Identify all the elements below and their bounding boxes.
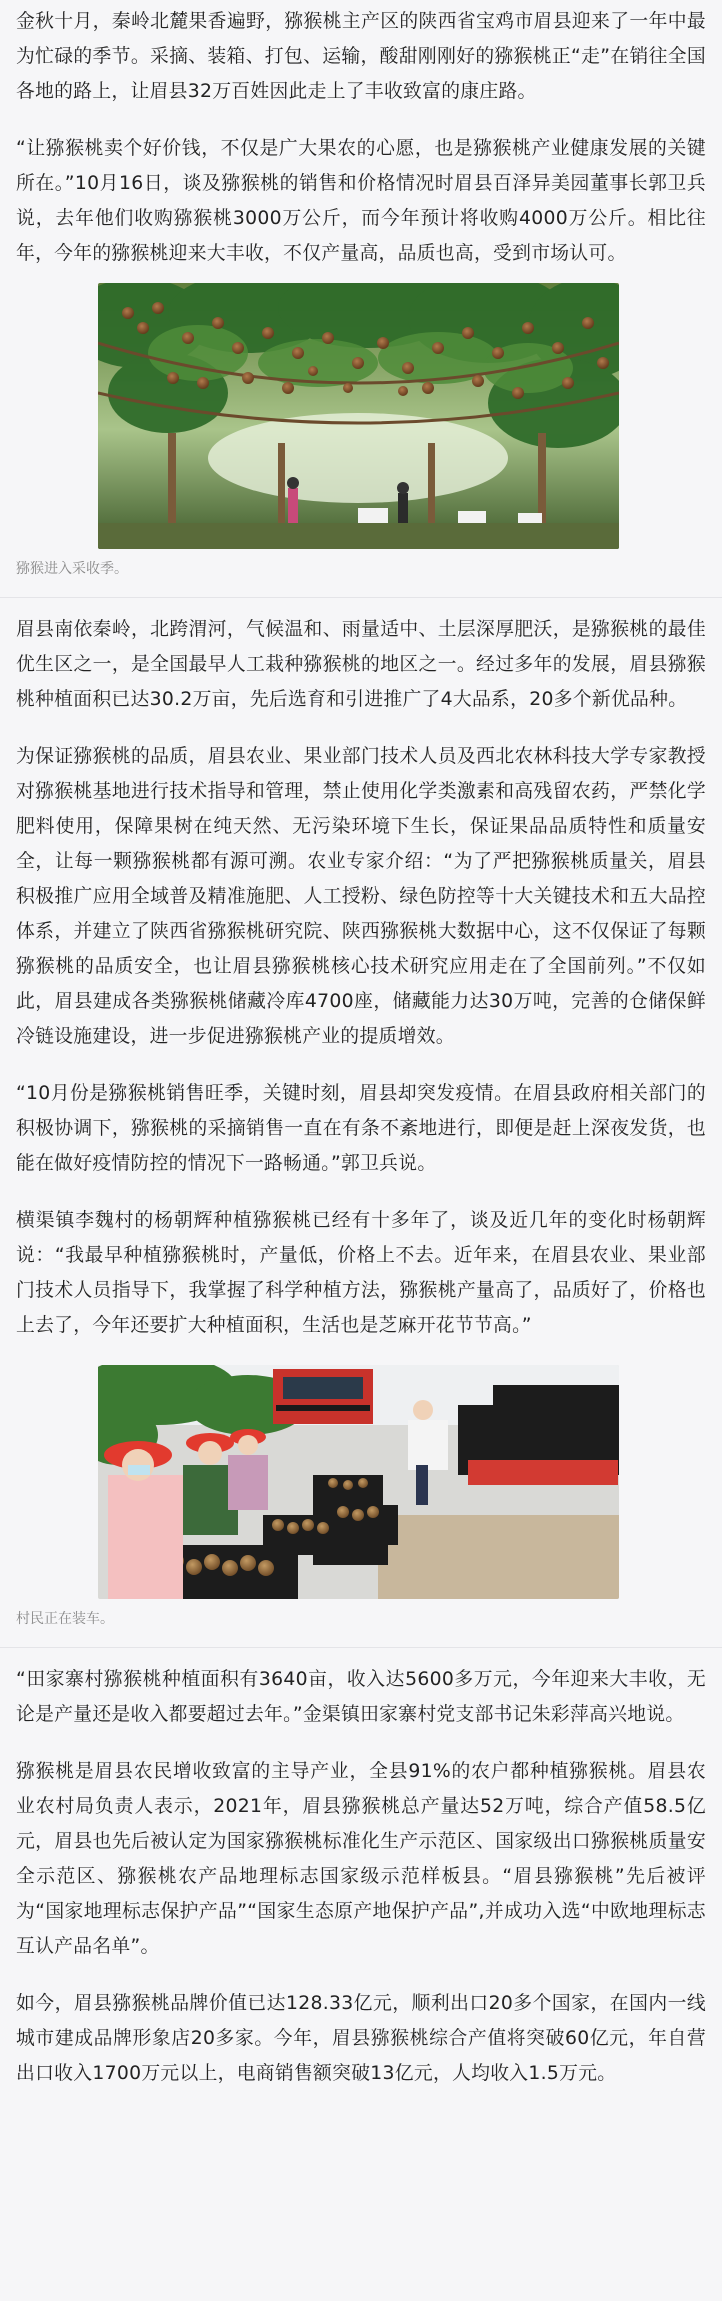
paragraph-brand-value: 如今，眉县猕猴桃品牌价值已达128.33亿元，顺利出口20多个国家，在国内一线城市建成品牌形象店20多家。今年，眉县猕猴桃综合产值将突破60亿元，年自营出口收入1700万元以上，电商销售额突破13亿元，人均收入1.5万元。: [16, 1993, 706, 2084]
loading-photo: [98, 1365, 619, 1599]
paragraph-farmer-quote: 横渠镇李魏村的杨朝辉种植猕猴桃已经有十多年了，谈及近几年的变化时杨朝辉说：“我最早种植猕猴桃时，产量低，价格上不去。近年来，在眉县农业、果业部门技术人员指导下，我掌握了科学种植方法，猕猴桃产量高了，品质好了，价格也上去了，今年还要扩大种植面积，生活也是芝麻开花节节高。”: [16, 1210, 706, 1336]
paragraph-village-income: “田家寨村猕猴桃种植面积有3640亩，收入达5600多万元，今年迎来大丰收，无论是产量还是收入都要超过去年。”金渠镇田家寨村党支部书记朱彩萍高兴地说。: [16, 1669, 706, 1725]
paragraph-quote-price: “让猕猴桃卖个好价钱，不仅是广大果农的心愿，也是猕猴桃产业健康发展的关键所在。”10月16日，谈及猕猴桃的销售和价格情况时眉县百泽异美园董事长郭卫兵说，去年他们收购猕猴桃3000万公斤，而今年预计将收购4000万公斤。相比往年，今年的猕猴桃迎来大丰收，不仅产量高，品质也高，受到市场认可。: [16, 138, 706, 264]
paragraph-epidemic: “10月份是猕猴桃销售旺季，关键时刻，眉县却突发疫情。在眉县政府相关部门的积极协调下，猕猴桃的采摘销售一直在有条不紊地进行，即便是赶上深夜发货，也能在做好疫情防控的情况下一路畅通。”郭卫兵说。: [16, 1083, 706, 1174]
paragraph-geography: 眉县南依秦岭，北跨渭河，气候温和、雨量适中、土层深厚肥沃，是猕猴桃的最佳优生区之一，是全国最早人工栽种猕猴桃的地区之一。经过多年的发展，眉县猕猴桃种植面积已达30.2万亩，先后选育和引进推广了4大品系，20多个新优品种。: [16, 619, 706, 710]
paragraph-industry: 猕猴桃是眉县农民增收致富的主导产业，全县91%的农户都种植猕猴桃。眉县农业农村局负责人表示，2021年，眉县猕猴桃总产量达52万吨，综合产值58.5亿元，眉县也先后被认定为国家猕猴桃标准化生产示范区、国家级出口猕猴桃质量安全示范区、猕猴桃农产品地理标志国家级示范样板县。“眉县猕猴桃”先后被评为“国家地理标志保护产品”“国家生态原产地保护产品”,并成功入选“中欧地理标志互认产品名单”。: [16, 1761, 706, 1957]
paragraph-intro: 金秋十月，秦岭北麓果香遍野，猕猴桃主产区的陕西省宝鸡市眉县迎来了一年中最为忙碌的季节。采摘、装箱、打包、运输，酸甜刚刚好的猕猴桃正“走”在销往全国各地的路上，让眉县32万百姓因此走上了丰收致富的康庄路。: [16, 11, 706, 102]
orchard-photo: [98, 283, 619, 549]
paragraph-quality: 为保证猕猴桃的品质，眉县农业、果业部门技术人员及西北农林科技大学专家教授对猕猴桃基地进行技术指导和管理，禁止使用化学类激素和高残留农药，严禁化学肥料使用，保障果树在纯天然、无污染环境下生长，保证果品品质特性和质量安全，让每一颗猕猴桃都有源可溯。农业专家介绍：“为了严把猕猴桃质量关，眉县积极推广应用全域普及精准施肥、人工授粉、绿色防控等十大关键技术和五大品控体系，并建立了陕西省猕猴桃研究院、陕西猕猴桃大数据中心，这不仅保证了每颗猕猴桃的品质安全，也让眉县猕猴桃核心技术研究应用走在了全国前列。”不仅如此，眉县建成各类猕猴桃储藏冷库4700座，储藏能力达30万吨，完善的仓储保鲜冷链设施建设，进一步促进猕猴桃产业的提质增效。: [16, 746, 706, 1047]
caption-loading: 村民正在装车。: [16, 1611, 114, 1627]
caption-orchard: 猕猴进入采收季。: [16, 561, 128, 577]
